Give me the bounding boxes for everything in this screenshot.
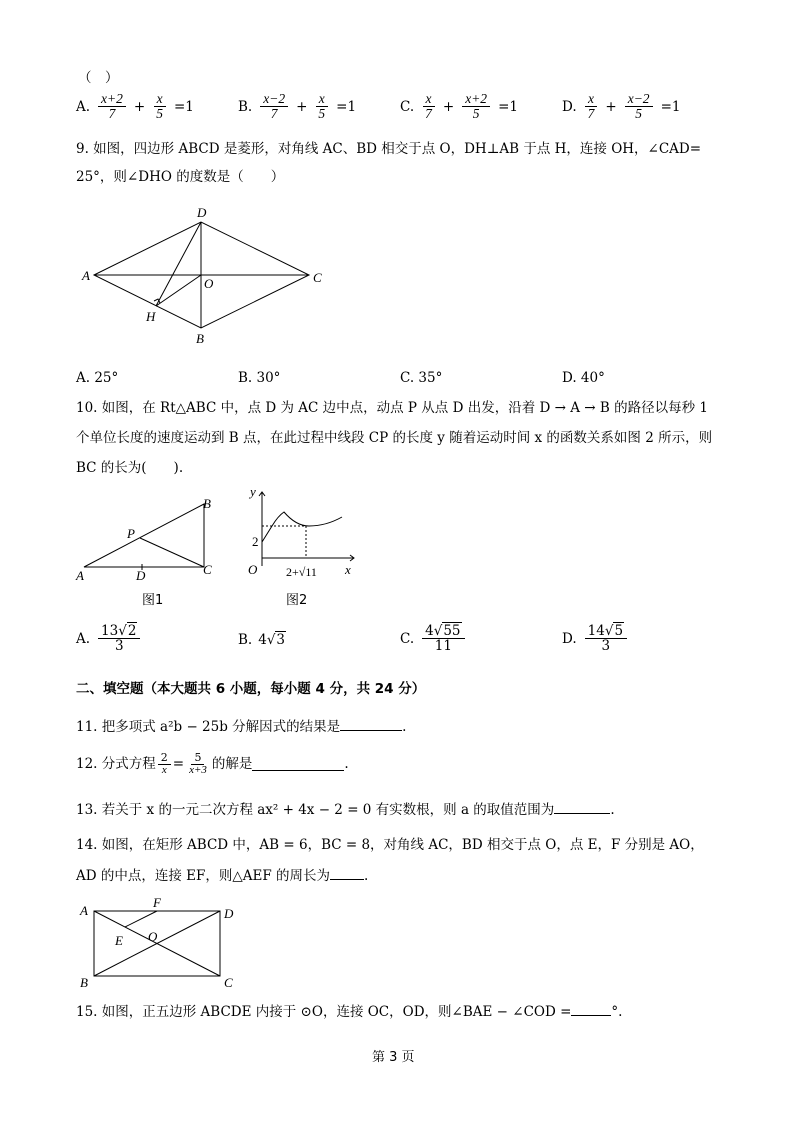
fraction: $\frac{5}{x+3}$ <box>189 751 207 776</box>
question-14-text: AD 的中点，连接 EF，则△AEF 的周长为 <box>76 868 331 884</box>
fraction: $\frac{13√2}{3}$ <box>98 624 140 653</box>
option-letter: B. <box>238 632 253 648</box>
answer-blank[interactable] <box>571 1003 611 1016</box>
q9-option-b[interactable]: B. 30° <box>238 370 281 386</box>
question-12-end: . <box>344 756 349 773</box>
label-e: E <box>115 933 123 948</box>
fraction: $\frac{4√55}{11}$ <box>422 624 464 653</box>
fraction: $\frac{x}{7}$ <box>585 92 598 121</box>
option-letter: C. <box>400 630 415 647</box>
question-11 <box>76 717 406 737</box>
fraction: $\frac{2}{x}$ <box>158 752 171 776</box>
label-x: x <box>345 562 351 577</box>
question-10-line-3: BC 的长为( ). <box>76 460 184 476</box>
q10-option-a[interactable] <box>76 624 142 653</box>
question-12-mid: 的解是 <box>211 756 253 773</box>
label-c: C <box>224 975 233 990</box>
option-letter: A. <box>76 630 91 647</box>
label-c: C <box>203 562 212 577</box>
q8-option-c[interactable] <box>400 92 518 121</box>
fraction: $\frac{x+2}{7}$ <box>98 92 126 121</box>
fraction: $\frac{x}{5}$ <box>153 92 166 121</box>
plus-sign: + <box>605 98 617 115</box>
question-10-line-2: 个单位长度的速度运动到 B 点，在此过程中线段 CP 的长度 y 随着运动时间 x 的函数关系如图 2 所示，则 <box>76 430 713 446</box>
option-letter: C. <box>400 98 415 115</box>
label-o: O <box>248 562 258 577</box>
question-12 <box>76 752 349 776</box>
fraction: $\frac{x+2}{5}$ <box>462 92 490 121</box>
question-12-text: 12. 分式方程 <box>76 756 156 773</box>
question-11-end: . <box>402 719 407 735</box>
fraction: $\frac{14√5}{3}$ <box>585 624 627 653</box>
q9-option-d[interactable]: D. 40° <box>562 370 605 386</box>
label-d: D <box>197 205 207 220</box>
rhombus-figure <box>76 200 336 350</box>
rhs: =1 <box>498 98 518 115</box>
function-curve <box>262 512 342 542</box>
triangle-abc <box>84 504 204 567</box>
label-x-tick: 2+√11 <box>286 565 317 579</box>
question-8-paren: （ ） <box>78 70 119 86</box>
segment-ef <box>125 911 157 927</box>
q8-option-b[interactable] <box>238 92 356 121</box>
fraction: $\frac{x}{7}$ <box>422 92 435 121</box>
option-letter: B. <box>238 98 253 115</box>
radical-expression: 4√3 <box>258 632 286 648</box>
label-a: A <box>82 268 90 283</box>
q8-option-a[interactable] <box>76 92 194 121</box>
answer-blank[interactable] <box>252 758 344 771</box>
option-letter: D. <box>562 630 577 647</box>
label-y: y <box>250 484 256 499</box>
q10-option-d[interactable] <box>562 624 629 653</box>
segment-dh <box>156 222 201 306</box>
rhs: =1 <box>173 98 194 115</box>
label-o: O <box>148 929 158 944</box>
q10-option-c[interactable] <box>400 624 467 653</box>
label-b: B <box>196 331 204 346</box>
plus-sign: + <box>133 98 146 115</box>
plus-sign: + <box>296 98 308 115</box>
fraction: $\frac{x}{5}$ <box>315 92 328 121</box>
label-a: A <box>80 903 88 918</box>
label-d: D <box>224 906 234 921</box>
question-14-end: . <box>364 868 369 884</box>
answer-blank[interactable] <box>330 867 364 880</box>
question-9-line-1: 9. 如图，四边形 ABCD 是菱形，对角线 AC、BD 相交于点 O，DH⊥AB 于点 H，连接 OH，∠CAD= <box>76 141 702 157</box>
question-15-text: 15. 如图，正五边形 ABCDE 内接于 ⊙O，连接 OC，OD，则∠BAE − ∠COD = <box>76 1004 572 1020</box>
section-2-heading: 二、填空题（本大题共 6 小题，每小题 4 分，共 24 分） <box>76 681 426 697</box>
question-13-end: . <box>610 802 615 818</box>
rhs: =1 <box>660 98 681 115</box>
question-11-text: 11. 把多项式 a²b − 25b 分解因式的结果是 <box>76 719 341 735</box>
question-9-line-2: 25°，则∠DHO 的度数是（ ） <box>76 169 285 185</box>
label-f: F <box>153 895 161 910</box>
caption-figure-2: 图2 <box>286 593 308 608</box>
page-number: 第 3 页 <box>372 1050 415 1065</box>
question-15 <box>76 1002 622 1022</box>
option-letter: A. <box>76 98 91 115</box>
label-o: O <box>204 276 214 291</box>
q9-option-c[interactable]: C. 35° <box>400 370 443 386</box>
question-14-line-2 <box>76 866 368 886</box>
figure-1-triangle <box>74 492 224 612</box>
question-10-line-1: 10. 如图，在 Rt△ABC 中，点 D 为 AC 边中点，动点 P 从点 D 出发，沿着 D → A → B 的路径以每秒 1 <box>76 400 708 416</box>
label-b: B <box>203 496 211 511</box>
equals-sign: = <box>172 756 185 773</box>
plus-sign: + <box>442 98 455 115</box>
answer-blank[interactable] <box>554 801 610 814</box>
rhs: =1 <box>336 98 357 115</box>
segment-cp <box>140 538 204 567</box>
label-d: D <box>136 568 146 583</box>
question-15-end: °. <box>611 1004 623 1020</box>
question-14-line-1: 14. 如图，在矩形 ABCD 中，AB = 6，BC = 8，对角线 AC，BD 相交于点 O，点 E，F 分别是 AO， <box>76 837 704 853</box>
caption-figure-1: 图1 <box>142 593 164 608</box>
option-letter: D. <box>562 98 577 115</box>
fraction: $\frac{x-2}{7}$ <box>260 92 288 121</box>
q8-option-d[interactable] <box>562 92 680 121</box>
figure-2-graph <box>234 484 364 612</box>
label-b: B <box>80 975 88 990</box>
question-13 <box>76 800 615 820</box>
label-2: 2 <box>252 534 259 549</box>
label-c: C <box>313 270 322 285</box>
q9-option-a[interactable]: A. 25° <box>76 370 119 386</box>
fraction: $\frac{x-2}{5}$ <box>625 92 653 121</box>
label-p: P <box>127 526 135 541</box>
rectangle-figure <box>76 893 246 993</box>
label-a: A <box>76 568 84 583</box>
label-h: H <box>146 309 156 324</box>
q10-option-b[interactable] <box>238 632 286 648</box>
question-13-text: 13. 若关于 x 的一元二次方程 ax² + 4x − 2 = 0 有实数根，则 a 的取值范围为 <box>76 802 555 818</box>
answer-blank[interactable] <box>340 718 402 731</box>
segment-oh <box>156 275 201 306</box>
